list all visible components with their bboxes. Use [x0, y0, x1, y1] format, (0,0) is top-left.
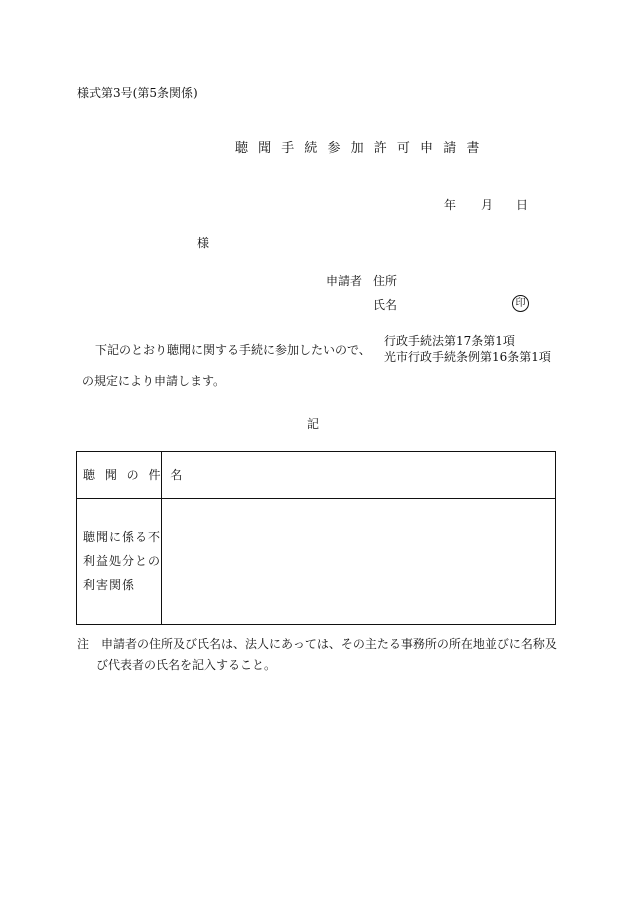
document-title: 聴 聞 手 続 参 加 許 可 申 請 書 — [235, 141, 483, 156]
applicant-label: 申請者 — [326, 274, 363, 288]
date-year-label: 年 — [444, 198, 457, 212]
seal-mark: 印 — [512, 295, 529, 312]
closing-text: の規定により申請します。 — [82, 374, 226, 388]
interest-relation-label-line-3: 利害関係 — [83, 578, 136, 592]
interest-relation-label-line-1: 聴聞に係る不 — [83, 530, 162, 544]
law-reference-2: 光市行政手続条例第16条第1項 — [384, 350, 551, 364]
case-name-label: 聴 聞 の 件 名 — [83, 468, 186, 482]
date-day-label: 日 — [516, 198, 529, 212]
address-label: 住所 — [373, 274, 398, 288]
note-line-2: び代表者の氏名を記入すること。 — [96, 658, 277, 672]
name-label: 氏名 — [373, 298, 398, 312]
law-reference-1: 行政手続法第17条第1項 — [384, 334, 515, 348]
intro-text: 下記のとおり聴聞に関する手続に参加したいので、 — [95, 343, 371, 357]
addressee-suffix: 様 — [197, 236, 210, 250]
ki-heading: 記 — [307, 417, 320, 431]
interest-relation-label-line-2: 利益処分との — [83, 554, 162, 568]
date-month-label: 月 — [481, 198, 494, 212]
note-line-1: 注 申請者の住所及び氏名は、法人にあっては、その主たる事務所の所在地並びに名称及 — [77, 637, 557, 651]
form-number: 様式第3号(第5条関係) — [77, 86, 198, 100]
hearing-table — [76, 451, 556, 625]
